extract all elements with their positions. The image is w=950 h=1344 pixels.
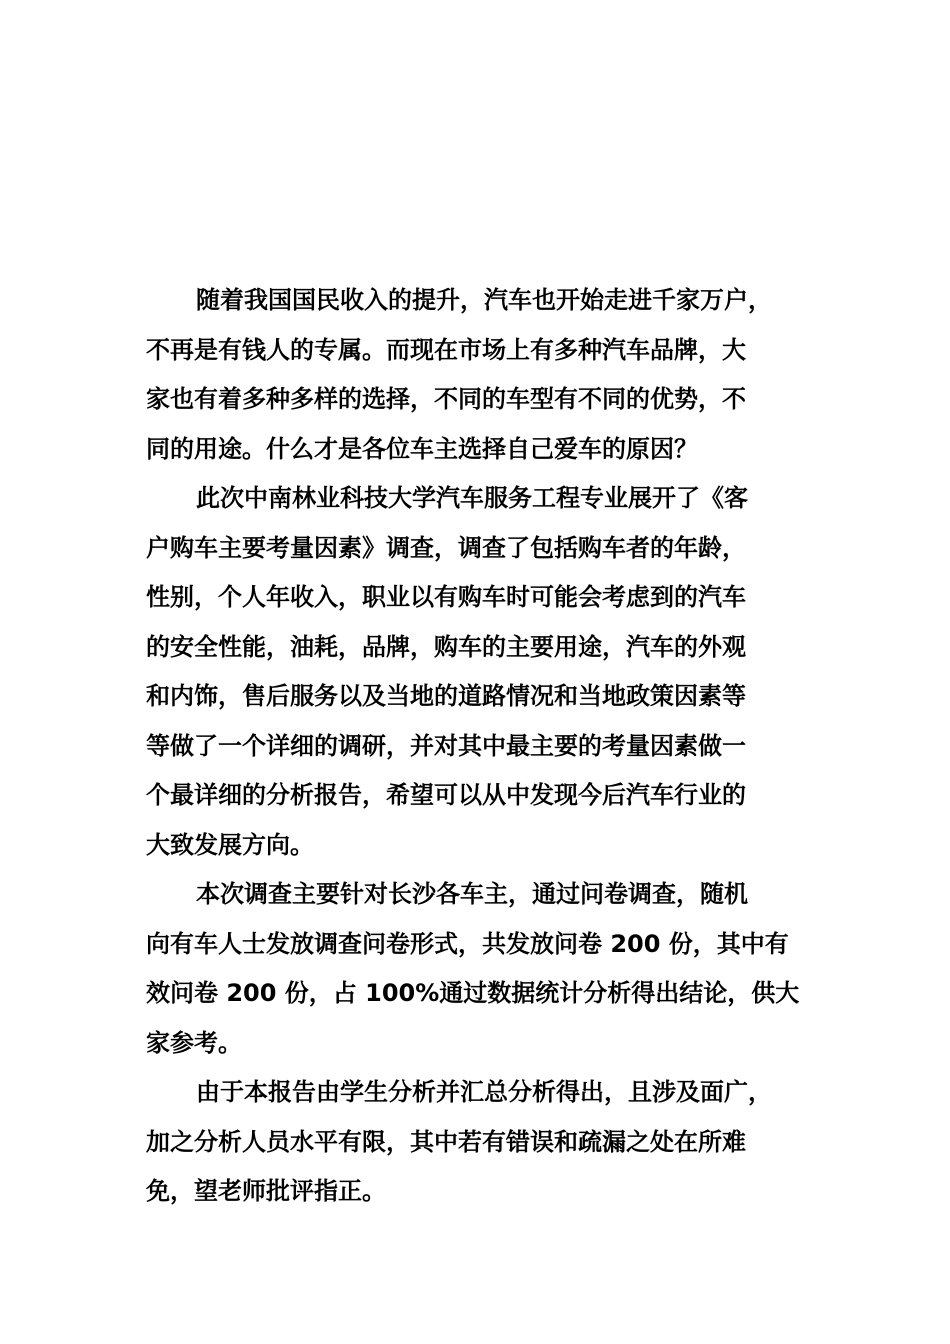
paragraph-survey-method	[146, 870, 810, 1068]
text-line: 加之分析人员水平有限，其中若有错误和疏漏之处在所难	[146, 1127, 746, 1156]
paragraph-intro	[146, 276, 810, 474]
text-line: 和内饰，售后服务以及当地的道路情况和当地政策因素等	[146, 682, 746, 710]
document-body	[146, 276, 810, 1217]
text-line: 随着我国国民收入的提升，汽车也开始走进千家万户，	[196, 286, 772, 314]
text-line: 户购车主要考量因素》调查，调查了包括购车者的年龄，	[146, 533, 746, 562]
text-line: 由于本报告由学生分析并汇总分析得出，且涉及面广，	[196, 1078, 772, 1106]
text-line: 不再是有钱人的专属。而现在市场上有多种汽车品牌，大	[146, 335, 746, 364]
text-line: 的安全性能，油耗，品牌，购车的主要用途，汽车的外观	[146, 632, 746, 661]
text-line: 大致发展方向。	[146, 830, 314, 859]
paragraph-survey-scope	[146, 474, 810, 870]
text-line: 向有车人士发放调查问卷形式，共发放问卷 200 份，其中有	[146, 929, 789, 958]
text-line: 同的用途。什么才是各位车主选择自己爱车的原因？	[146, 434, 698, 463]
text-line: 性别，个人年收入，职业以有购车时可能会考虑到的汽车	[146, 583, 746, 611]
text-line: 个最详细的分析报告，希望可以从中发现今后汽车行业的	[146, 781, 746, 809]
text-line: 家参考。	[146, 1028, 242, 1057]
text-line: 等做了一个详细的调研，并对其中最主要的考量因素做一	[146, 731, 746, 760]
text-line: 效问卷 200 份，占 100%通过数据统计分析得出结论，供大	[146, 979, 800, 1007]
paragraph-disclaimer	[146, 1068, 810, 1217]
text-line: 此次中南林业科技大学汽车服务工程专业展开了《客	[196, 484, 748, 512]
text-line: 家也有着多种多样的选择，不同的车型有不同的优势，不	[146, 385, 746, 413]
text-line: 本次调查主要针对长沙各车主，通过问卷调查，随机	[196, 880, 748, 908]
text-line: 免，望老师批评指正。	[146, 1177, 386, 1205]
